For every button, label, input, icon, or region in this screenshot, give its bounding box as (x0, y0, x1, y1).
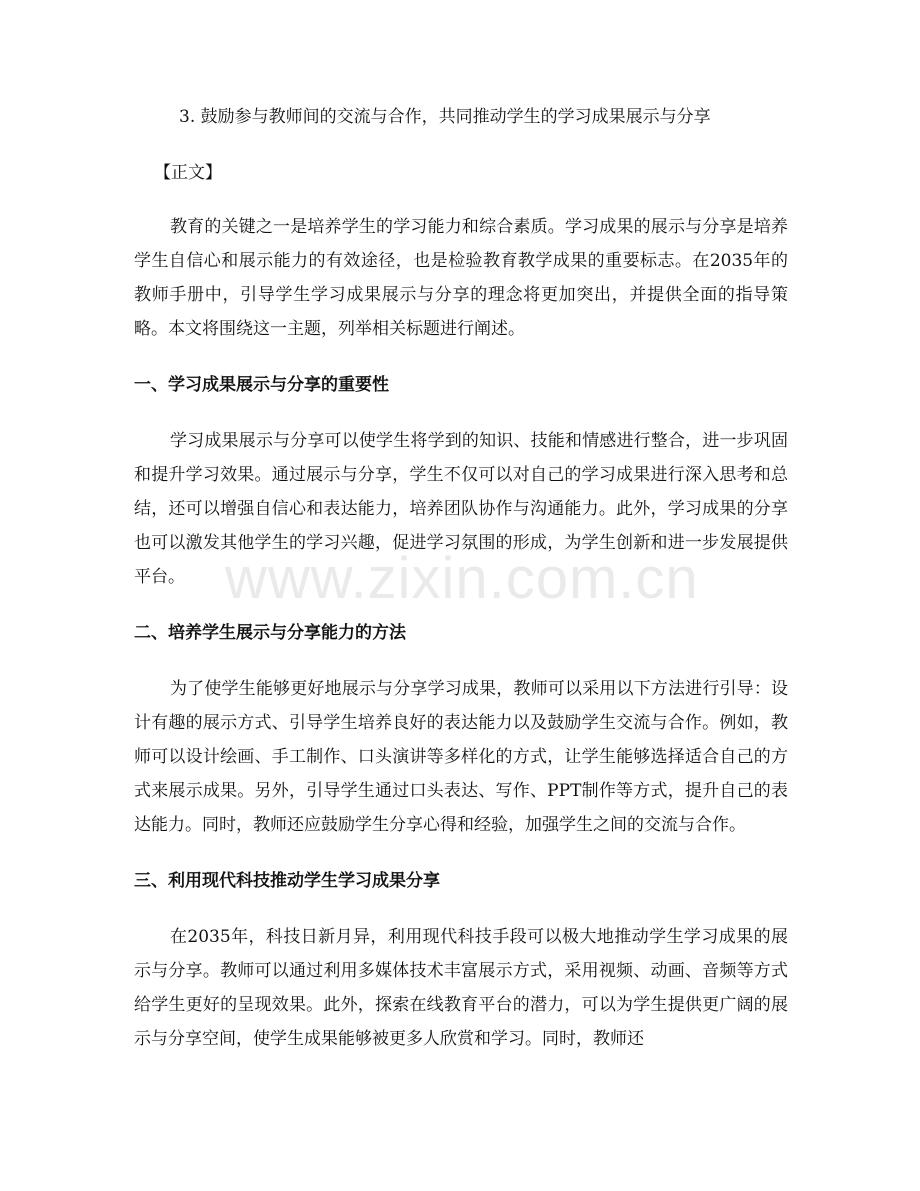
list-item: 3. 鼓励参与教师间的交流与合作，共同推动学生的学习成果展示与分享 (179, 107, 711, 127)
watermark: www.zixin.com.cn (225, 546, 699, 611)
section-heading-1: 一、学习成果展示与分享的重要性 (134, 375, 389, 395)
section-body-3: 在2035年，科技日新月异，利用现代科技手段可以极大地推动学生学习成果的展示与分享。教师可以通过利用多媒体技术丰富展示方式，采用视频、动画、音频等方式给学生更好的呈现效果。此外，探索在线教育平台的潜力，可以为学生提供更广阔的展示与分享空间，使学生成果能够被更多人欣赏和学习。同时，教师还 (134, 927, 788, 1049)
intro-paragraph: 教育的关键之一是培养学生的学习能力和综合素质。学习成果的展示与分享是培养学生自信心和展示能力的有效途径，也是检验教育教学成果的重要标志。在2035年的教师手册中，引导学生学习成果展示与分享的理念将更加突出，并提供全面的指导策略。本文将围绕这一主题，列举相关标题进行阐述。 (134, 217, 788, 339)
section-heading-2: 二、培养学生展示与分享能力的方法 (134, 623, 406, 643)
document-content (134, 100, 788, 1056)
section-heading-3: 三、利用现代科技推动学生学习成果分享 (134, 871, 440, 891)
section-body-1: 学习成果展示与分享可以使学生将学到的知识、技能和情感进行整合，进一步巩固和提升学习效果。通过展示与分享，学生不仅可以对自己的学习成果进行深入思考和总结，还可以增强自信心和表达能力，培养团队协作与沟通能力。此外，学习成果的分享也可以激发其他学生的学习兴趣，促进学习氛围的形成，为学生创新和进一步发展提供平台。 (134, 431, 788, 587)
body-label: 【正文】 (154, 163, 222, 183)
section-body-2: 为了使学生能够更好地展示与分享学习成果，教师可以采用以下方法进行引导：设计有趣的展示方式、引导学生培养良好的表达能力以及鼓励学生交流与合作。例如，教师可以设计绘画、手工制作、口头演讲等多样化的方式，让学生能够选择适合自己的方式来展示成果。另外，引导学生通过口头表达、写作、PPT制作等方式，提升自己的表达能力。同时，教师还应鼓励学生分享心得和经验，加强学生之间的交流与合作。 (134, 679, 788, 835)
